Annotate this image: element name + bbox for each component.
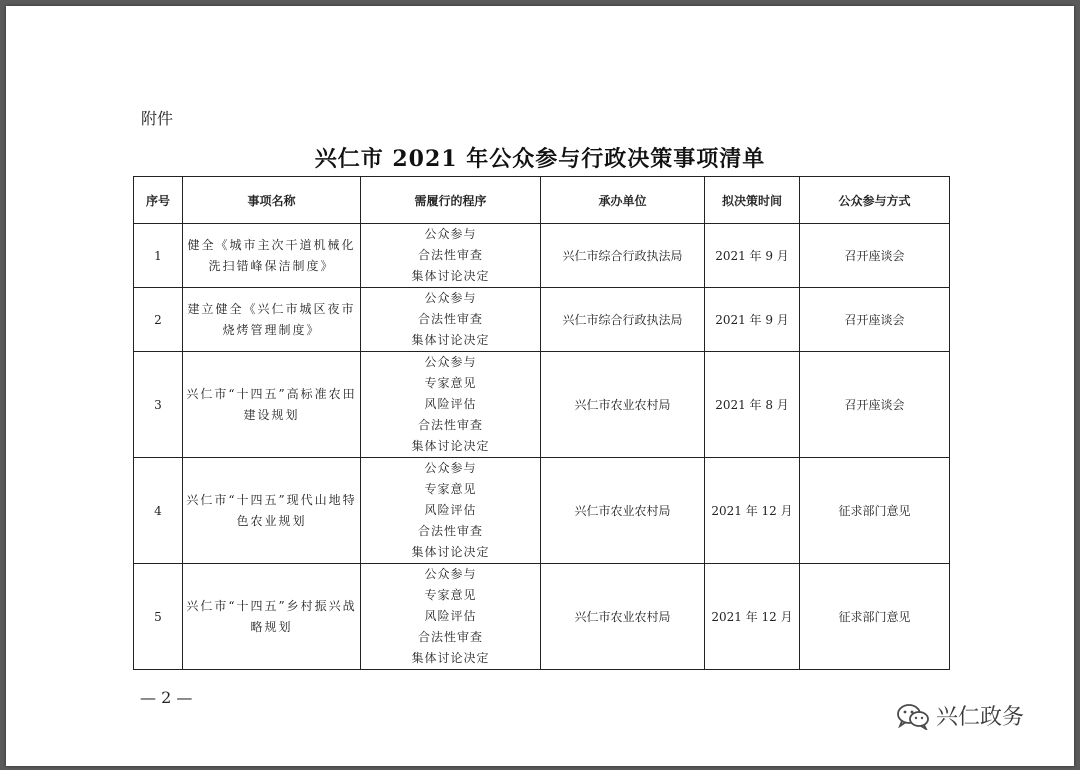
wechat-icon: [896, 702, 930, 730]
table-row: [134, 458, 950, 564]
row-no: 2: [134, 288, 183, 352]
header-time: 拟决策时间: [705, 177, 800, 224]
procedure-item: 合法性审查: [417, 524, 483, 538]
row-time: 2021 年 12 月: [705, 564, 800, 670]
row-method: 征求部门意见: [800, 564, 950, 670]
row-no: 1: [134, 224, 183, 288]
table-row: [134, 224, 950, 288]
row-name: 健全《城市主次干道机械化洗扫错峰保洁制度》: [183, 224, 361, 288]
row-unit: 兴仁市综合行政执法局: [541, 224, 705, 288]
row-time: 2021 年 8 月: [705, 352, 800, 458]
header-name: 事项名称: [183, 177, 361, 224]
procedure-item: 集体讨论决定: [411, 545, 490, 559]
document-title: 兴仁市 2021 年公众参与行政决策事项清单: [314, 146, 766, 172]
row-name: 兴仁市“十四五”乡村振兴战略规划: [183, 564, 361, 670]
row-method: 召开座谈会: [800, 352, 950, 458]
row-procedures: [361, 288, 541, 352]
procedure-item: 集体讨论决定: [411, 269, 490, 283]
header-procedures: 需履行的程序: [361, 177, 541, 224]
header-method: 公众参与方式: [800, 177, 950, 224]
row-time: 2021 年 12 月: [705, 458, 800, 564]
table-row: [134, 352, 950, 458]
row-method: 召开座谈会: [800, 288, 950, 352]
procedure-item: 公众参与: [424, 567, 477, 581]
procedure-item: 集体讨论决定: [411, 333, 490, 347]
watermark-text: 兴仁政务: [936, 705, 1025, 730]
table-row: [134, 288, 950, 352]
procedure-item: 合法性审查: [417, 248, 483, 262]
row-unit: 兴仁市农业农村局: [541, 458, 705, 564]
procedure-item: 集体讨论决定: [411, 651, 490, 665]
header-unit: 承办单位: [541, 177, 705, 224]
row-procedures: [361, 564, 541, 670]
procedure-item: 公众参与: [424, 291, 477, 305]
procedure-item: 专家意见: [424, 588, 477, 602]
attachment-label: 附件: [141, 109, 174, 128]
row-unit: 兴仁市农业农村局: [541, 564, 705, 670]
procedure-item: 公众参与: [424, 227, 477, 241]
procedure-item: 合法性审查: [417, 630, 483, 644]
row-unit: 兴仁市综合行政执法局: [541, 288, 705, 352]
row-name: 兴仁市“十四五”现代山地特色农业规划: [183, 458, 361, 564]
procedure-item: 风险评估: [424, 503, 477, 517]
row-procedures: [361, 224, 541, 288]
row-procedures: [361, 352, 541, 458]
procedure-item: 公众参与: [424, 461, 477, 475]
decision-items-table: [133, 176, 950, 670]
procedure-item: 专家意见: [424, 482, 477, 496]
procedure-item: 集体讨论决定: [411, 439, 490, 453]
page-number: — 2 —: [140, 688, 193, 707]
row-method: 召开座谈会: [800, 224, 950, 288]
watermark: [896, 700, 1024, 731]
row-time: 2021 年 9 月: [705, 224, 800, 288]
header-no: 序号: [134, 177, 183, 224]
row-no: 3: [134, 352, 183, 458]
row-name: 兴仁市“十四五”高标准农田建设规划: [183, 352, 361, 458]
row-procedures: [361, 458, 541, 564]
procedure-item: 公众参与: [424, 355, 477, 369]
row-name: 建立健全《兴仁市城区夜市烧烤管理制度》: [183, 288, 361, 352]
table-header-row: [134, 177, 950, 224]
procedure-item: 专家意见: [424, 376, 477, 390]
procedure-item: 风险评估: [424, 609, 477, 623]
row-time: 2021 年 9 月: [705, 288, 800, 352]
procedure-item: 合法性审查: [417, 418, 483, 432]
row-no: 4: [134, 458, 183, 564]
procedure-item: 合法性审查: [417, 312, 483, 326]
table-row: [134, 564, 950, 670]
row-method: 征求部门意见: [800, 458, 950, 564]
document-page: [6, 6, 1074, 766]
row-no: 5: [134, 564, 183, 670]
procedure-item: 风险评估: [424, 397, 477, 411]
row-unit: 兴仁市农业农村局: [541, 352, 705, 458]
